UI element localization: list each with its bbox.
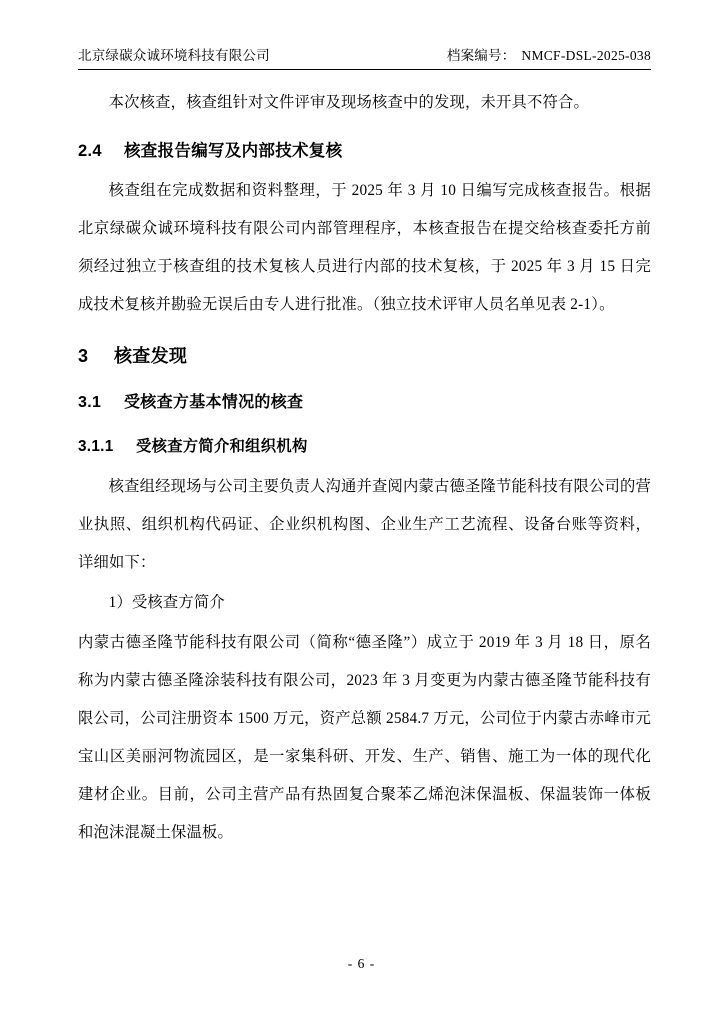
heading-3-1-1-title: 受核查方简介和组织机构: [136, 438, 308, 455]
page-number: - 6 -: [347, 956, 376, 971]
heading-3-1-1-number: 3.1.1: [78, 438, 114, 455]
heading-3-1: [78, 384, 651, 422]
heading-2-4-title: 核查报告编写及内部技术复核: [124, 142, 343, 160]
heading-3-title: 核查发现: [114, 346, 188, 366]
heading-2-4-number: 2.4: [78, 142, 102, 160]
heading-2-4: [78, 132, 651, 170]
header-file-code: NMCF-DSL-2025-038: [521, 48, 651, 63]
paragraph-company-profile: 内蒙古德圣隆节能科技有限公司（简称“德圣隆”）成立于 2019 年 3 月 18 日，原名称为内蒙古德圣隆涂装科技有限公司，2023 年 3 月变更为内蒙古德圣隆节能科技有限公司，公司注册资本 1500 万元，资产总额 2584.7 万元，公司位于内蒙古赤峰市元宝山区美丽河物流园区，是一家集科研、开发、生产、销售、施工为一体的现代化建材企业。目前，公司主营产品有热固复合聚苯乙烯泡沫保温板、保温装饰一体板和泡沫混凝土保温板。: [78, 634, 651, 841]
header-file-label: 档案编号：: [446, 48, 516, 63]
header-company-name: 北京绿碳众诚环境科技有限公司: [78, 48, 270, 63]
heading-3-1-1: [78, 428, 651, 466]
header-file-code-group: [447, 44, 651, 64]
page-footer: [0, 956, 723, 972]
page-header: [78, 44, 651, 70]
paragraph-finding-none: 本次核查，核查组针对文件评审及现场核查中的发现，未开具不符合。: [108, 94, 589, 111]
heading-3-number: 3: [78, 346, 89, 366]
heading-3: [78, 336, 651, 376]
paragraph-report-review: 核查组在完成数据和资料整理，于 2025 年 3 月 10 日编写完成核查报告。根据北京绿碳众诚环境科技有限公司内部管理程序，本核查报告在提交给核查委托方前须经过独立于核查组的技术复核人员进行内部的技术复核，于 2025 年 3 月 15 日完成技术复核并勘验无误后由专人进行批准。（独立技术评审人员名单见表 2-1）。: [78, 182, 651, 313]
heading-3-1-number: 3.1: [78, 394, 102, 411]
paragraph-onsite-documents: 核查组经现场与公司主要负责人沟通并查阅内蒙古德圣隆节能科技有限公司的营业执照、组织机构代码证、企业织机构图、企业生产工艺流程、设备台账等资料，详细如下：: [78, 478, 651, 571]
document-body: [78, 70, 651, 852]
paragraph-list-item-1: 1）受核查方简介: [108, 594, 225, 611]
heading-3-1-title: 受核查方基本情况的核查: [124, 394, 304, 411]
